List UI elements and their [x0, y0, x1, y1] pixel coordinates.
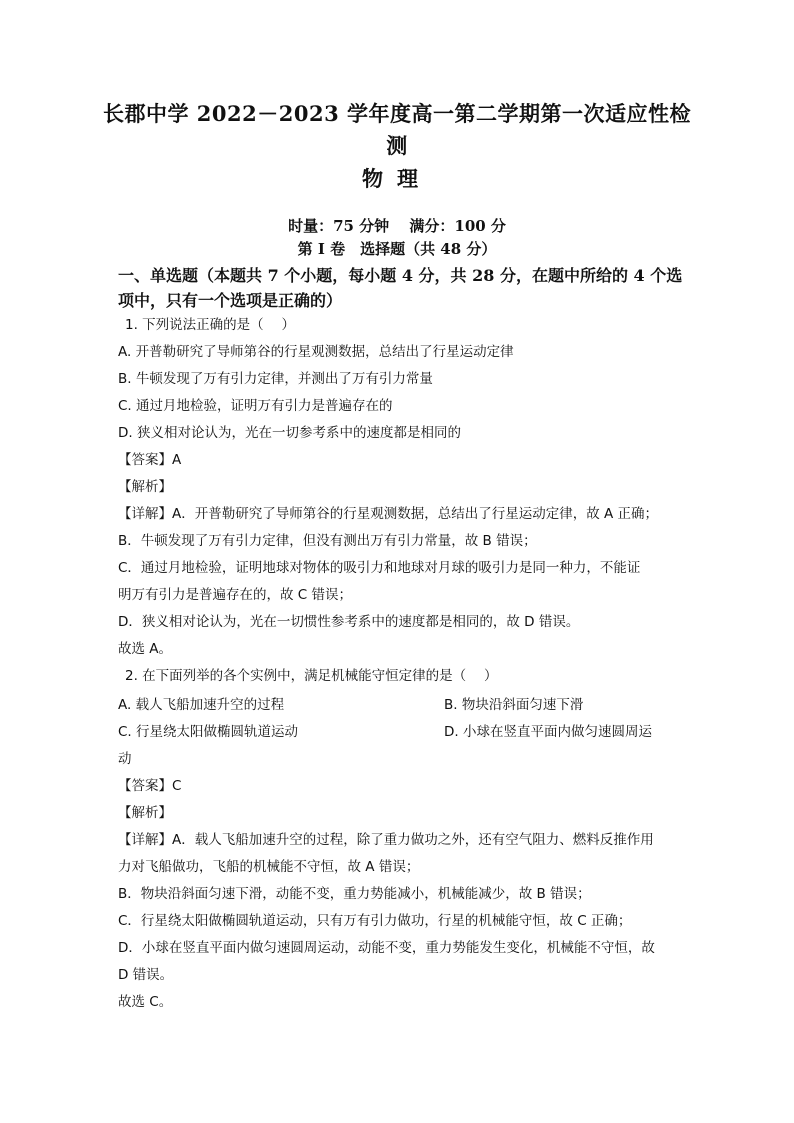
q2-conclusion: 故选 C。 — [118, 994, 173, 1010]
q1-detail-c2: 明万有引力是普遍存在的，故 C 错误； — [118, 587, 353, 603]
q2-detail-d1: D．小球在竖直平面内做匀速圆周运动，动能不变，重力势能发生变化，机械能不守恒，故 — [118, 940, 655, 956]
exam-title-line1: 长郡中学 2022－2023 学年度高一第二学期第一次适应性检 — [102, 101, 691, 126]
q2-option-a: A. 载人飞船加速升空的过程 — [118, 697, 285, 713]
q2-answer: 【答案】C — [118, 778, 182, 794]
q2-detail-b: B．物块沿斜面匀速下滑，动能不变，重力势能减小，机械能减少，故 B 错误； — [118, 886, 591, 902]
q1-option-c: C. 通过月地检验，证明万有引力是普遍存在的 — [118, 398, 393, 414]
q2-detail-c: C．行星绕太阳做椭圆轨道运动，只有万有引力做功，行星的机械能守恒，故 C 正确； — [118, 913, 632, 929]
q1-detail-b: B．牛顿发现了万有引力定律，但没有测出万有引力常量，故 B 错误； — [118, 533, 537, 549]
q2-option-d: D. 小球在竖直平面内做匀速圆周运 — [444, 724, 652, 740]
q1-stem: 1. 下列说法正确的是（ ） — [125, 317, 295, 333]
q1-detail-c1: C．通过月地检验，证明地球对物体的吸引力和地球对月球的吸引力是同一种力，不能证 — [118, 560, 641, 576]
q1-detail-a: 【详解】A．开普勒研究了导师第谷的行星观测数据，总结出了行星运动定律，故 A 正确； — [118, 506, 659, 522]
q1-analysis-label: 【解析】 — [118, 479, 172, 495]
section-heading-line2: 项中，只有一个选项是正确的） — [118, 291, 343, 310]
exam-title-line2: 测 — [386, 133, 408, 158]
q2-option-b: B. 物块沿斜面匀速下滑 — [444, 697, 584, 713]
time-score-line: 时量：75 分钟 满分：100 分 — [288, 217, 506, 235]
subject-title: 物理 — [362, 166, 432, 191]
q1-answer: 【答案】A — [118, 452, 182, 468]
q1-option-d: D. 狭义相对论认为，光在一切参考系中的速度都是相同的 — [118, 425, 461, 441]
q2-detail-a1: 【详解】A．载人飞船加速升空的过程，除了重力做功之外，还有空气阻力、燃料反推作用 — [118, 832, 654, 848]
q1-option-b: B. 牛顿发现了万有引力定律，并测出了万有引力常量 — [118, 371, 433, 387]
q2-detail-d2: D 错误。 — [118, 967, 174, 983]
q2-stem: 2. 在下面列举的各个实例中，满足机械能守恒定律的是（ ） — [125, 668, 498, 684]
q2-option-c: C. 行星绕太阳做椭圆轨道运动 — [118, 724, 299, 740]
q1-detail-d: D．狭义相对论认为，光在一切惯性参考系中的速度都是相同的，故 D 错误。 — [118, 614, 580, 630]
section-heading-line1: 一、单选题（本题共 7 个小题，每小题 4 分，共 28 分，在题中所给的 4 个选 — [118, 266, 683, 285]
q2-detail-a2: 力对飞船做功，飞船的机械能不守恒，故 A 错误； — [118, 859, 420, 875]
q1-option-a: A. 开普勒研究了导师第谷的行星观测数据，总结出了行星运动定律 — [118, 344, 514, 360]
volume-heading: 第 Ⅰ 卷 选择题（共 48 分） — [297, 240, 497, 258]
q2-analysis-label: 【解析】 — [118, 805, 172, 821]
q1-conclusion: 故选 A。 — [118, 641, 173, 657]
q2-option-d-wrap: 动 — [118, 751, 132, 767]
